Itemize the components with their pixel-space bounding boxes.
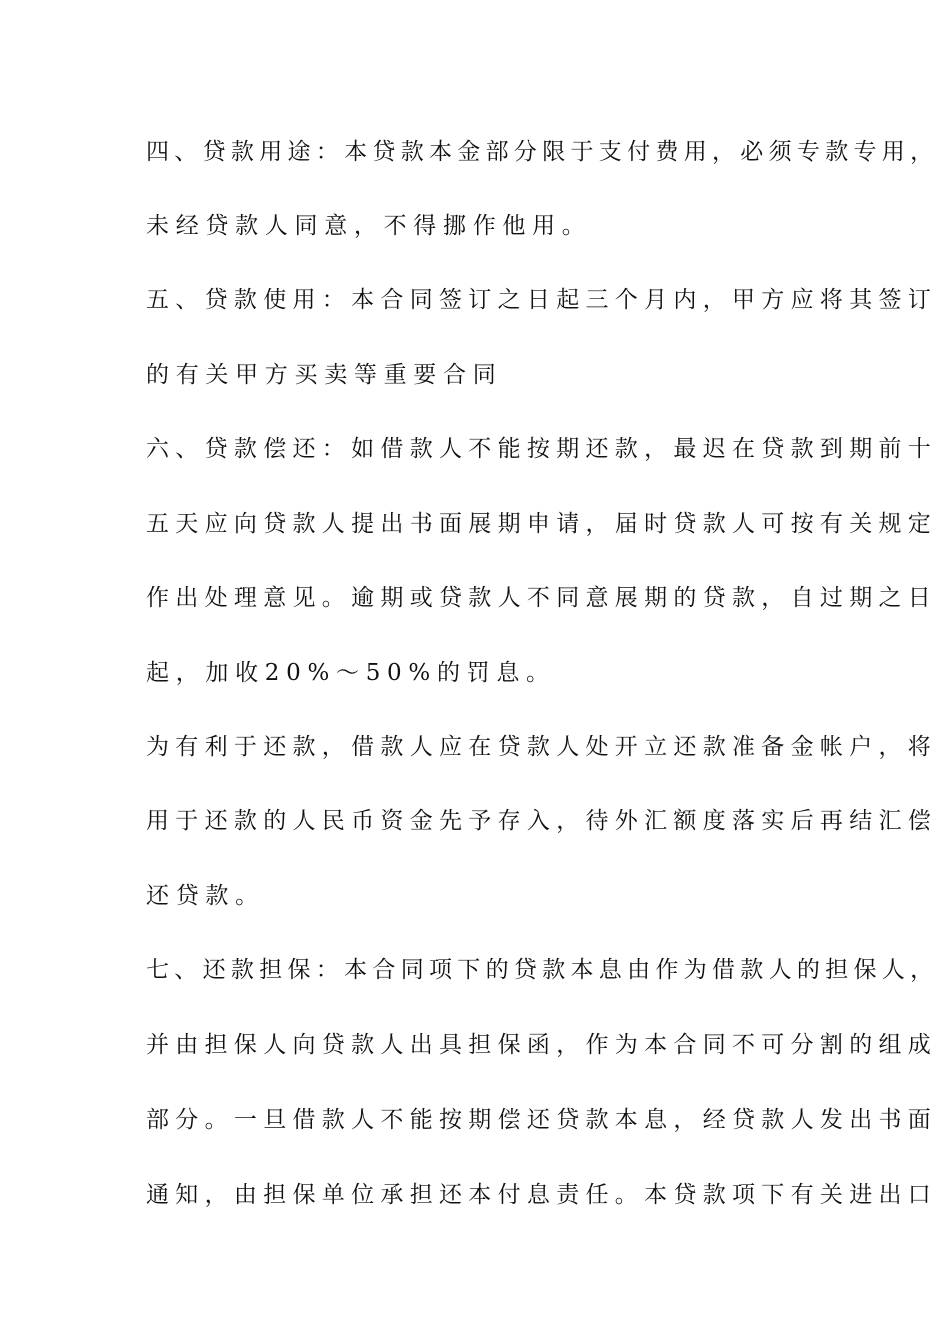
text-line-5: 六、贷款偿还：如借款人不能按期还款，最迟在贷款到期前十 xyxy=(146,436,938,462)
text-line-9: 为有利于还款，借款人应在贷款人处开立还款准备金帐户，将 xyxy=(146,734,938,760)
text-line-1: 四、贷款用途：本贷款本金部分限于支付费用，必须专款专用， xyxy=(146,139,939,165)
text-line-14: 部分。一旦借款人不能按期偿还贷款本息，经贷款人发出书面 xyxy=(146,1107,938,1133)
text-line-4: 的有关甲方买卖等重要合同 xyxy=(146,362,503,388)
text-line-10: 用于还款的人民币资金先予存入，待外汇额度落实后再结汇偿 xyxy=(146,808,938,834)
text-line-15: 通知，由担保单位承担还本付息责任。本贷款项下有关进出口 xyxy=(146,1182,938,1208)
text-line-12: 七、还款担保：本合同项下的贷款本息由作为借款人的担保人， xyxy=(146,957,939,983)
text-line-2: 未经贷款人同意，不得挪作他用。 xyxy=(146,213,592,239)
text-line-6: 五天应向贷款人提出书面展期申请，届时贷款人可按有关规定 xyxy=(146,511,938,537)
text-line-7: 作出处理意见。逾期或贷款人不同意展期的贷款，自过期之日 xyxy=(146,585,938,611)
text-line-8: 起，加收20%～50%的罚息。 xyxy=(146,660,556,686)
text-line-11: 还贷款。 xyxy=(146,883,265,909)
text-line-3: 五、贷款使用：本合同签订之日起三个月内，甲方应将其签订 xyxy=(146,287,938,313)
text-line-13: 并由担保人向贷款人出具担保函，作为本合同不可分割的组成 xyxy=(146,1032,938,1058)
